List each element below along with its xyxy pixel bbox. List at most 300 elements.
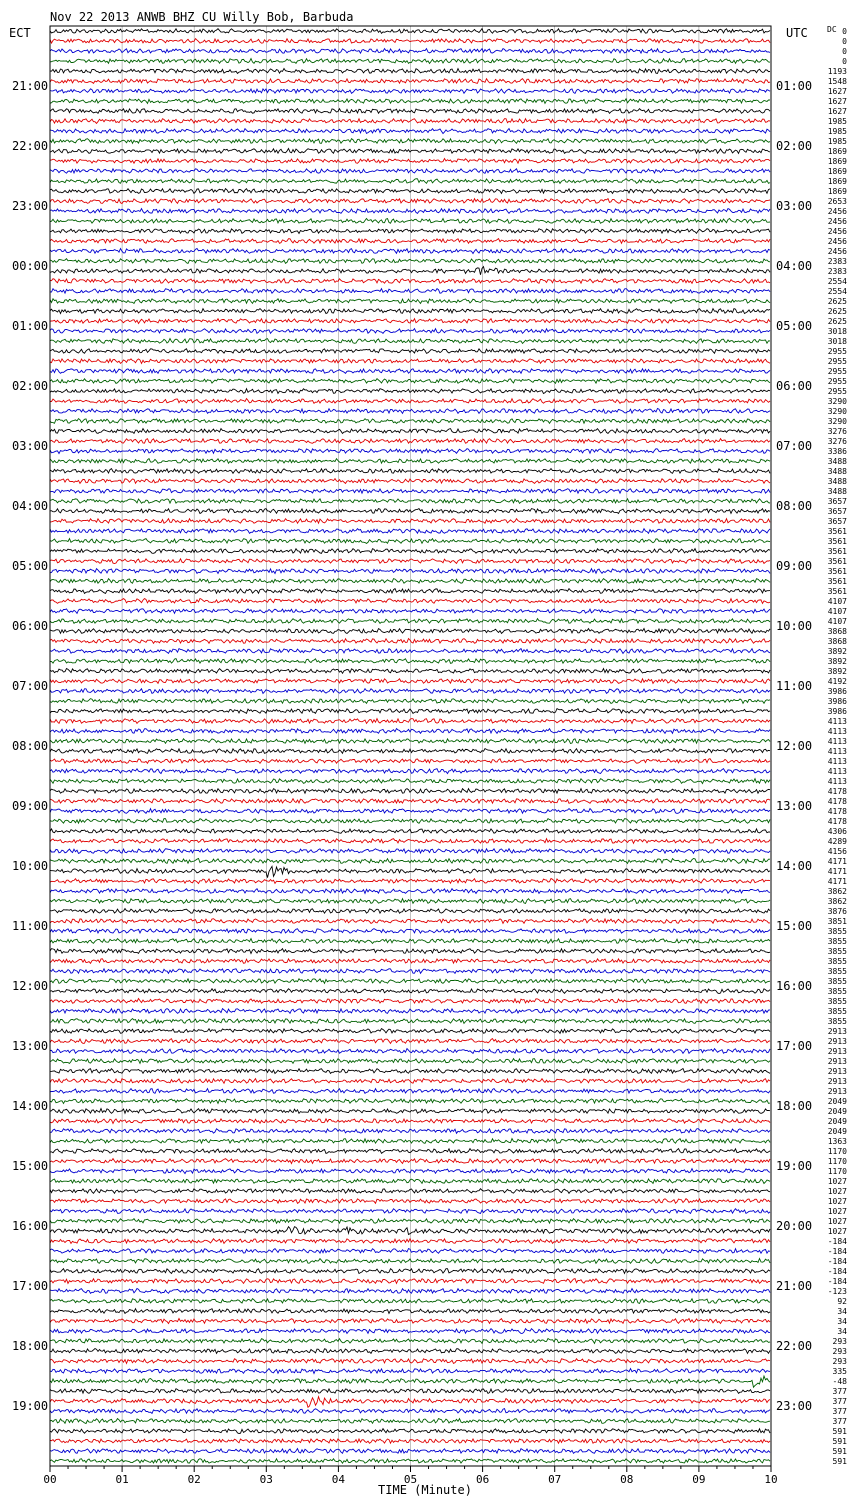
dc-offset-value: 2554 (827, 287, 847, 296)
trace-line (50, 1329, 770, 1334)
dc-offset-value: 1170 (827, 1167, 847, 1176)
trace-line (50, 699, 770, 704)
trace-line (50, 619, 770, 624)
trace-line (50, 649, 770, 654)
dc-offset-value: 4113 (827, 717, 847, 726)
trace-line (50, 1459, 770, 1464)
dc-offset-value: 3876 (827, 907, 847, 916)
trace-line (50, 99, 770, 104)
trace-line (50, 659, 770, 664)
trace-line (50, 1349, 770, 1354)
dc-offset-value: 2456 (827, 237, 847, 246)
right-hour-label: 11:00 (776, 679, 813, 693)
dc-offset-column (828, 27, 847, 1466)
dc-offset-value: 1627 (827, 87, 847, 96)
dc-offset-value: 3561 (827, 537, 847, 546)
dc-offset-value: 293 (832, 1337, 847, 1346)
trace-line (50, 919, 770, 924)
dc-offset-value: 0 (842, 57, 847, 66)
trace-line (50, 349, 770, 354)
trace-line (50, 689, 770, 694)
trace-line (50, 739, 770, 744)
trace-line (50, 1397, 770, 1408)
trace-line (50, 929, 770, 934)
right-hour-label: 18:00 (776, 1099, 813, 1113)
trace-line (50, 1359, 770, 1364)
dc-offset-value: 591 (832, 1447, 847, 1456)
trace-line (50, 1169, 770, 1174)
dc-offset-value: 2049 (827, 1107, 847, 1116)
trace-line (50, 119, 770, 124)
trace-line (50, 719, 770, 724)
dc-offset-value: 3851 (827, 917, 847, 926)
dc-offset-value: 4107 (827, 607, 847, 616)
trace-line (50, 409, 770, 414)
trace-line (50, 439, 770, 444)
dc-offset-value: 2653 (827, 197, 847, 206)
x-axis-label: TIME (Minute) (378, 1483, 472, 1497)
dc-offset-value: 3986 (827, 707, 847, 716)
trace-line (50, 679, 770, 684)
dc-offset-value: 377 (832, 1417, 847, 1426)
left-hour-label: 16:00 (12, 1219, 49, 1233)
dc-offset-value: 1027 (827, 1197, 847, 1206)
dc-offset-value: -184 (827, 1277, 847, 1286)
trace-line (50, 359, 770, 364)
right-hour-label: 08:00 (776, 499, 813, 513)
left-hour-label: 14:00 (12, 1099, 49, 1113)
trace-line (50, 549, 770, 554)
dc-offset-value: 4113 (827, 757, 847, 766)
trace-line (50, 799, 770, 804)
left-hour-label: 08:00 (12, 739, 49, 753)
dc-offset-value: 4178 (827, 797, 847, 806)
trace-line (50, 389, 770, 394)
dc-offset-value: 3561 (827, 557, 847, 566)
right-axis-label: UTC (786, 26, 808, 40)
dc-offset-value: 1363 (827, 1137, 847, 1146)
dc-offset-value: 3986 (827, 697, 847, 706)
trace-line (50, 379, 770, 384)
trace-line (50, 1219, 770, 1224)
left-hour-label: 09:00 (12, 799, 49, 813)
trace-line (50, 979, 770, 984)
dc-offset-value: 2955 (827, 347, 847, 356)
x-tick-label: 10 (764, 1473, 778, 1486)
trace-line (50, 559, 770, 564)
left-hour-label: 17:00 (12, 1279, 49, 1293)
dc-offset-value: 293 (832, 1347, 847, 1356)
trace-line (50, 319, 770, 324)
dc-offset-value: 3855 (827, 967, 847, 976)
dc-offset-value: 2913 (827, 1047, 847, 1056)
trace-line (50, 1269, 770, 1274)
right-hour-label: 05:00 (776, 319, 813, 333)
trace-line (50, 859, 770, 864)
left-hour-label: 22:00 (12, 139, 49, 153)
dc-offset-value: 4113 (827, 737, 847, 746)
trace-line (50, 1419, 770, 1424)
dc-offset-value: 1027 (827, 1207, 847, 1216)
dc-offset-value: 2955 (827, 387, 847, 396)
x-tick-label: 07 (548, 1473, 562, 1486)
dc-offset-value: 2049 (827, 1097, 847, 1106)
right-hour-label: 02:00 (776, 139, 813, 153)
dc-offset-value: 3290 (827, 397, 847, 406)
trace-line (50, 909, 770, 914)
dc-offset-value: 3276 (827, 427, 847, 436)
trace-line (50, 479, 770, 484)
dc-offset-value: 4178 (827, 807, 847, 816)
trace-line (50, 69, 770, 74)
trace-line (50, 459, 770, 464)
trace-line (50, 579, 770, 584)
dc-offset-value: 2913 (827, 1087, 847, 1096)
trace-line (50, 1449, 770, 1454)
dc-offset-value: -184 (827, 1257, 847, 1266)
dc-offset-value: 4178 (827, 817, 847, 826)
trace-line (50, 39, 770, 44)
trace-line (50, 1189, 770, 1194)
left-hour-label: 18:00 (12, 1339, 49, 1353)
trace-line (50, 129, 770, 134)
dc-offset-value: 1869 (827, 157, 847, 166)
left-hour-label: 10:00 (12, 859, 49, 873)
dc-offset-value: 2625 (827, 297, 847, 306)
dc-offset-value: 1170 (827, 1147, 847, 1156)
trace-line (50, 89, 770, 94)
trace-line (50, 1149, 770, 1154)
dc-offset-value: 3855 (827, 947, 847, 956)
dc-offset-value: 4171 (827, 857, 847, 866)
dc-offset-value: 2913 (827, 1027, 847, 1036)
trace-line (50, 399, 770, 404)
trace-line (50, 1389, 770, 1394)
dc-offset-value: 3892 (827, 667, 847, 676)
trace-line (50, 469, 770, 474)
dc-header: DC (827, 25, 837, 34)
trace-line (50, 267, 770, 275)
dc-offset-value: 3561 (827, 547, 847, 556)
dc-offset-value: 335 (832, 1367, 847, 1376)
dc-offset-value: 4113 (827, 777, 847, 786)
dc-offset-value: 3657 (827, 497, 847, 506)
trace-line (50, 969, 770, 974)
left-hour-label: 15:00 (12, 1159, 49, 1173)
x-tick-label: 02 (187, 1473, 201, 1486)
dc-offset-value: 1170 (827, 1157, 847, 1166)
trace-line (50, 1099, 770, 1104)
dc-offset-value: 1027 (827, 1187, 847, 1196)
dc-offset-value: 1869 (827, 177, 847, 186)
dc-offset-value: 2383 (827, 267, 847, 276)
dc-offset-value: 4306 (827, 827, 847, 836)
trace-line (50, 809, 770, 814)
trace-line (50, 899, 770, 904)
trace-line (50, 866, 770, 877)
trace-line (50, 1059, 770, 1064)
dc-offset-value: 3868 (827, 627, 847, 636)
right-hour-label: 17:00 (776, 1039, 813, 1053)
dc-offset-value: 3855 (827, 957, 847, 966)
trace-line (50, 309, 770, 314)
trace-line (50, 339, 770, 344)
left-hour-label: 12:00 (12, 979, 49, 993)
left-hour-label: 02:00 (12, 379, 49, 393)
dc-offset-value: 3855 (827, 1007, 847, 1016)
dc-offset-value: 3862 (827, 897, 847, 906)
dc-offset-value: -184 (827, 1267, 847, 1276)
left-axis-label: ECT (9, 26, 31, 40)
trace-line (50, 449, 770, 454)
dc-offset-value: 2955 (827, 357, 847, 366)
x-tick-label: 08 (620, 1473, 634, 1486)
trace-line (50, 49, 770, 54)
trace-line (50, 1409, 770, 1414)
x-tick-label: 01 (115, 1473, 129, 1486)
dc-offset-value: 377 (832, 1387, 847, 1396)
trace-line (50, 789, 770, 794)
dc-offset-value: 3892 (827, 657, 847, 666)
right-hour-label: 22:00 (776, 1339, 813, 1353)
trace-line (50, 419, 770, 424)
trace-line (50, 709, 770, 714)
trace-line (50, 109, 770, 114)
trace-line (50, 1376, 770, 1387)
dc-offset-value: 2383 (827, 257, 847, 266)
trace-line (50, 1109, 770, 1114)
trace-line (50, 429, 770, 434)
trace-line (50, 259, 770, 264)
trace-line (50, 1019, 770, 1024)
dc-offset-value: 0 (842, 47, 847, 56)
dc-offset-value: 3892 (827, 647, 847, 656)
trace-line (50, 569, 770, 574)
trace-line (50, 1319, 770, 1324)
dc-offset-value: 2554 (827, 277, 847, 286)
right-hour-label: 09:00 (776, 559, 813, 573)
dc-offset-value: 3862 (827, 887, 847, 896)
dc-offset-value: 1869 (827, 167, 847, 176)
dc-offset-value: 3488 (827, 487, 847, 496)
dc-offset-value: 3018 (827, 327, 847, 336)
left-hour-label: 07:00 (12, 679, 49, 693)
left-hour-label: 23:00 (12, 199, 49, 213)
dc-offset-value: -184 (827, 1237, 847, 1246)
chart-title: Nov 22 2013 ANWB BHZ CU Willy Bob, Barbuda (50, 10, 354, 24)
dc-offset-value: 2913 (827, 1057, 847, 1066)
dc-offset-value: 1548 (827, 77, 847, 86)
dc-offset-value: -184 (827, 1247, 847, 1256)
trace-line (50, 1039, 770, 1044)
trace-line (50, 29, 770, 34)
dc-offset-value: 2625 (827, 307, 847, 316)
dc-offset-value: 3657 (827, 507, 847, 516)
trace-line (50, 1227, 770, 1235)
trace-line (50, 889, 770, 894)
dc-offset-value: 3386 (827, 447, 847, 456)
trace-line (50, 199, 770, 204)
dc-offset-value: 3488 (827, 477, 847, 486)
trace-line (50, 189, 770, 194)
dc-offset-value: 3290 (827, 417, 847, 426)
trace-line (50, 769, 770, 774)
trace-line (50, 529, 770, 534)
x-tick-label: 09 (692, 1473, 706, 1486)
dc-offset-value: 3018 (827, 337, 847, 346)
dc-offset-value: 1027 (827, 1227, 847, 1236)
left-hour-label: 03:00 (12, 439, 49, 453)
dc-offset-value: 3276 (827, 437, 847, 446)
trace-line (50, 289, 770, 294)
trace-line (50, 999, 770, 1004)
dc-offset-value: 2955 (827, 377, 847, 386)
dc-offset-value: 4113 (827, 747, 847, 756)
dc-offset-value: 1027 (827, 1217, 847, 1226)
dc-offset-value: 1869 (827, 187, 847, 196)
trace-line (50, 1339, 770, 1344)
trace-line (50, 1139, 770, 1144)
right-hour-label: 04:00 (776, 259, 813, 273)
trace-line (50, 1299, 770, 1304)
right-hour-label: 15:00 (776, 919, 813, 933)
x-tick-label: 06 (475, 1473, 490, 1486)
trace-line (50, 1259, 770, 1264)
trace-line (50, 599, 770, 604)
trace-line (50, 959, 770, 964)
dc-offset-value: 2049 (827, 1127, 847, 1136)
x-tick-label: 05 (403, 1473, 418, 1486)
trace-line (50, 729, 770, 734)
trace-line (50, 879, 770, 884)
trace-line (50, 1089, 770, 1094)
right-hour-label: 01:00 (776, 79, 813, 93)
dc-offset-value: 3561 (827, 577, 847, 586)
trace-line (50, 329, 770, 334)
dc-offset-value: 591 (832, 1427, 847, 1436)
dc-offset-value: 3855 (827, 997, 847, 1006)
trace-line (50, 1119, 770, 1124)
dc-offset-value: 1869 (827, 147, 847, 156)
trace-line (50, 1179, 770, 1184)
dc-offset-value: 34 (837, 1327, 847, 1336)
trace-line (50, 1129, 770, 1134)
left-hour-label: 05:00 (12, 559, 49, 573)
right-hour-label: 06:00 (776, 379, 813, 393)
dc-offset-value: 3855 (827, 987, 847, 996)
dc-offset-value: 4178 (827, 787, 847, 796)
trace-line (50, 629, 770, 634)
trace-line (50, 1209, 770, 1214)
dc-offset-value: 4171 (827, 867, 847, 876)
left-time-labels (12, 79, 48, 1413)
trace-line (50, 1239, 770, 1244)
right-time-labels (776, 79, 812, 1413)
dc-offset-value: 3561 (827, 527, 847, 536)
right-hour-label: 20:00 (776, 1219, 813, 1233)
dc-offset-value: 92 (837, 1297, 847, 1306)
trace-line (50, 829, 770, 833)
right-hour-label: 23:00 (776, 1399, 813, 1413)
dc-offset-value: 3986 (827, 687, 847, 696)
trace-line (50, 1429, 770, 1434)
dc-offset-value: 0 (842, 37, 847, 46)
dc-offset-value: 2456 (827, 207, 847, 216)
dc-offset-value: 2913 (827, 1077, 847, 1086)
trace-line (50, 299, 770, 304)
dc-offset-value: 3855 (827, 977, 847, 986)
trace-line (50, 1159, 770, 1164)
trace-line (50, 59, 770, 64)
dc-offset-value: 3488 (827, 467, 847, 476)
left-hour-label: 13:00 (12, 1039, 49, 1053)
left-hour-label: 11:00 (12, 919, 49, 933)
dc-offset-value: -123 (827, 1287, 847, 1296)
seismic-traces (50, 29, 770, 1464)
dc-offset-value: 3868 (827, 637, 847, 646)
trace-line (50, 1009, 770, 1014)
right-hour-label: 03:00 (776, 199, 813, 213)
trace-line (50, 749, 770, 754)
right-hour-label: 10:00 (776, 619, 813, 633)
dc-offset-value: 1627 (827, 97, 847, 106)
left-hour-label: 21:00 (12, 79, 49, 93)
trace-line (50, 539, 770, 544)
left-hour-label: 00:00 (12, 259, 49, 273)
dc-offset-value: 2456 (827, 227, 847, 236)
trace-line (50, 1069, 770, 1074)
dc-offset-value: 4171 (827, 877, 847, 886)
dc-offset-value: 4113 (827, 767, 847, 776)
dc-offset-value: 4107 (827, 617, 847, 626)
right-hour-label: 13:00 (776, 799, 813, 813)
x-tick-label: 04 (331, 1473, 346, 1486)
trace-line (50, 519, 770, 524)
trace-line (50, 1199, 770, 1204)
dc-offset-value: 3855 (827, 1017, 847, 1026)
dc-offset-value: 377 (832, 1407, 847, 1416)
trace-line (50, 949, 770, 954)
trace-line (50, 1369, 770, 1374)
dc-offset-value: 4192 (827, 677, 847, 686)
dc-offset-value: 4289 (827, 837, 847, 846)
right-hour-label: 19:00 (776, 1159, 813, 1173)
trace-line (50, 1309, 770, 1314)
trace-line (50, 939, 770, 944)
x-tick-label: 00 (43, 1473, 57, 1486)
dc-offset-value: 1985 (827, 117, 847, 126)
dc-offset-value: 0 (842, 27, 847, 36)
right-hour-label: 21:00 (776, 1279, 813, 1293)
dc-offset-value: 293 (832, 1357, 847, 1366)
left-hour-label: 19:00 (12, 1399, 49, 1413)
dc-offset-value: 1985 (827, 137, 847, 146)
dc-offset-value: 591 (832, 1457, 847, 1466)
dc-offset-value: 2913 (827, 1067, 847, 1076)
dc-offset-value: 4156 (827, 847, 847, 856)
dc-offset-value: 1985 (827, 127, 847, 136)
trace-line (50, 759, 770, 764)
trace-line (50, 1249, 770, 1254)
dc-offset-value: 34 (837, 1317, 847, 1326)
dc-offset-value: 3657 (827, 517, 847, 526)
dc-offset-value: 34 (837, 1307, 847, 1316)
trace-line (50, 489, 770, 494)
dc-offset-value: 3290 (827, 407, 847, 416)
dc-offset-value: 2955 (827, 367, 847, 376)
dc-offset-value: 4107 (827, 597, 847, 606)
trace-line (50, 1079, 770, 1084)
